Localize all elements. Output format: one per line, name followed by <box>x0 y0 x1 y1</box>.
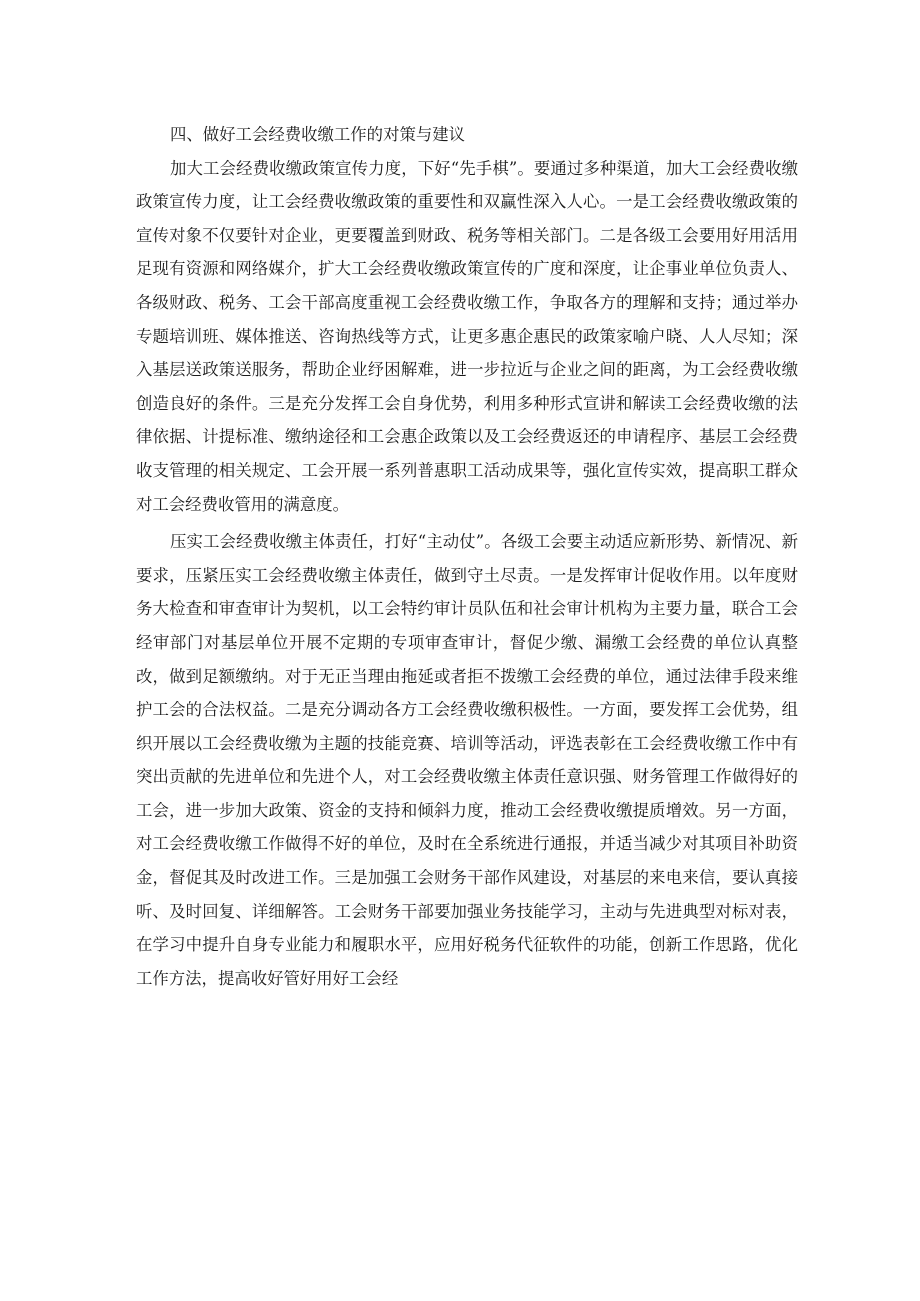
paragraph-responsibility: 压实工会经费收缴主体责任，打好“主动仗”。各级工会要主动适应新形势、新情况、新要求，压紧压实工会经费收缴主体责任，做到守土尽责。一是发挥审计促收作用。以年度财务大检查和审查审计为契机，以工会特约审计员队伍和社会审计机构为主要力量，联合工会经审部门对基层单位开展不定期的专项审查审计，督促少缴、漏缴工会经费的单位认真整改，做到足额缴纳。对于无正当理由拖延或者拒不拨缴工会经费的单位，通过法律手段来维护工会的合法权益。二是充分调动各方工会经费收缴积极性。一方面，要发挥工会优势，组织开展以工会经费收缴为主题的技能竞赛、培训等活动，评选表彰在工会经费收缴工作中有突出贡献的先进单位和先进个人，对工会经费收缴主体责任意识强、财务管理工作做得好的工会，进一步加大政策、资金的支持和倾斜力度，推动工会经费收缴提质增效。另一方面，对工会经费收缴工作做得不好的单位，及时在全系统进行通报，并适当减少对其项目补助资金，督促其及时改进工作。三是加强工会财务干部作风建设，对基层的来电来信，要认真接听、及时回复、详细解答。工会财务干部要加强业务技能学习，主动与先进典型对标对表，在学习中提升自身专业能力和履职水平，应用好税务代征软件的功能，创新工作思路，优化工作方法，提高收好管好用好工会经 <box>136 532 798 988</box>
document-body <box>136 118 798 995</box>
paragraph-publicity: 加大工会经费收缴政策宣传力度，下好“先手棋”。要通过多种渠道，加大工会经费收缴政策宣传力度，让工会经费收缴政策的重要性和双赢性深入人心。一是工会经费收缴政策的宣传对象不仅要针对企业，更要覆盖到财政、税务等相关部门。二是各级工会要用好用活用足现有资源和网络媒介，扩大工会经费收缴政策宣传的广度和深度，让企事业单位负责人、各级财政、税务、工会干部高度重视工会经费收缴工作，争取各方的理解和支持；通过举办专题培训班、媒体推送、咨询热线等方式，让更多惠企惠民的政策家喻户晓、人人尽知；深入基层送政策送服务，帮助企业纾困解难，进一步拉近与企业之间的距离，为工会经费收缴创造良好的条件。三是充分发挥工会自身优势，利用多种形式宣讲和解读工会经费收缴的法律依据、计提标准、缴纳途径和工会惠企政策以及工会经费返还的申请程序、基层工会经费收支管理的相关规定、工会开展一系列普惠职工活动成果等，强化宣传实效，提高职工群众对工会经费收管用的满意度。 <box>136 158 798 514</box>
section-heading: 四、做好工会经费收缴工作的对策与建议 <box>170 125 466 144</box>
